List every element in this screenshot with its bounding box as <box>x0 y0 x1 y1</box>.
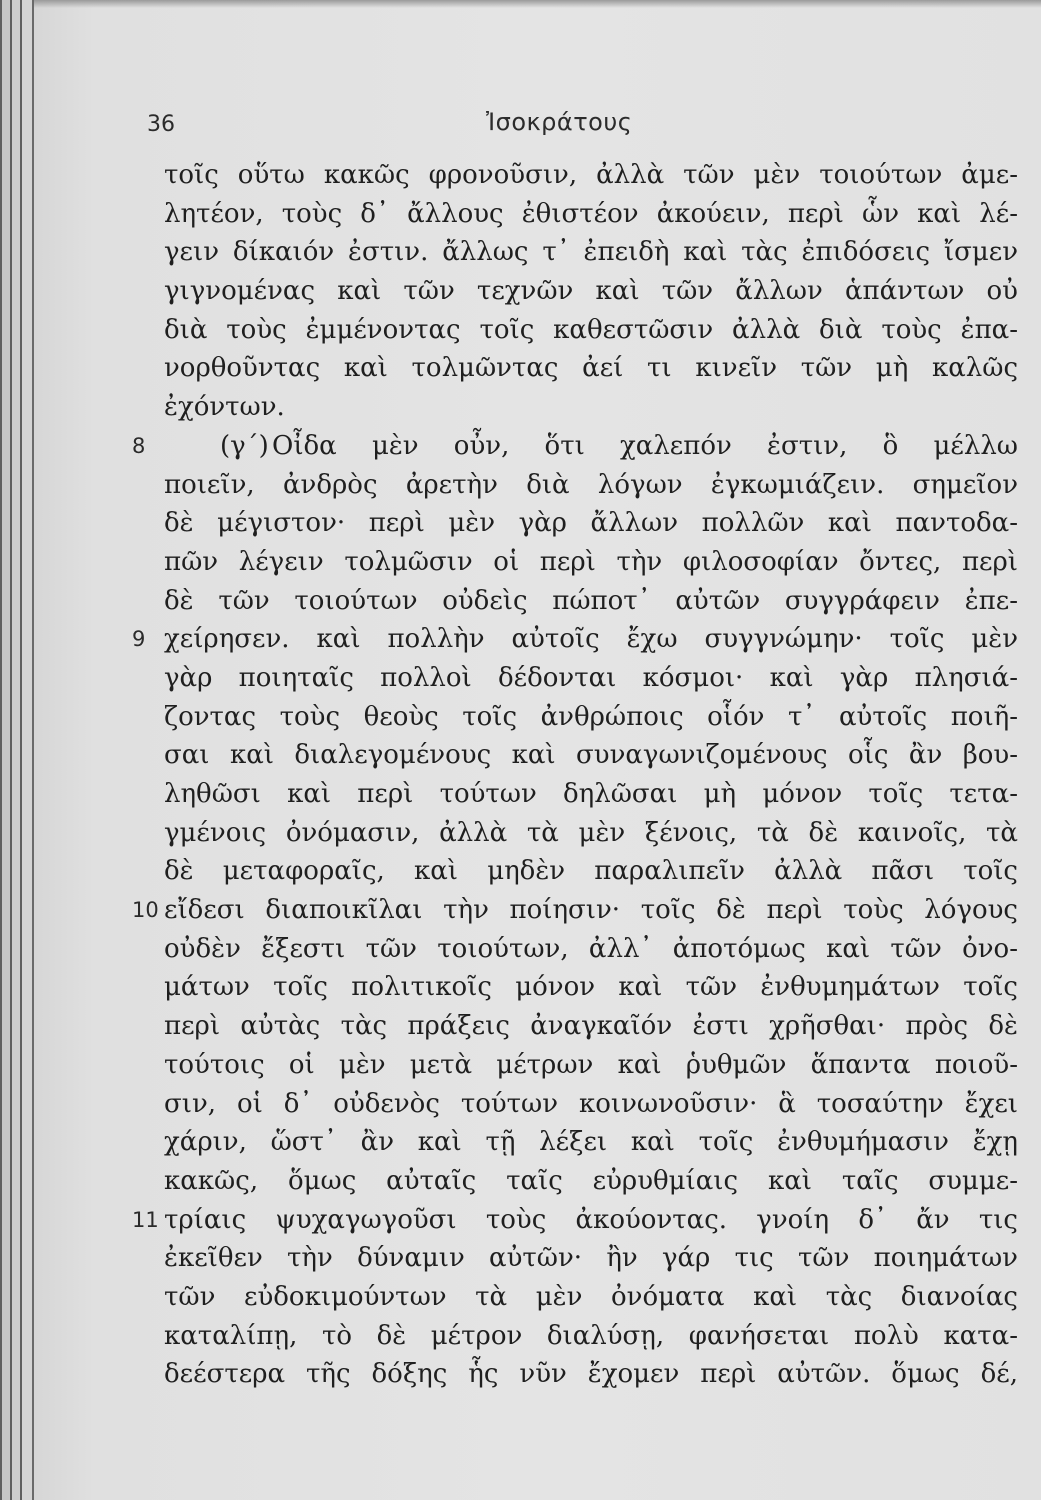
text-line <box>34 736 1041 775</box>
text-line <box>34 582 1041 621</box>
line-text: λητέον, τοὺς δ᾽ ἄλλους ἐθιστέον ἀκούειν, περὶ ὧν καὶ λέ- <box>164 198 1018 229</box>
text-line <box>34 1239 1041 1278</box>
text-line <box>34 1162 1041 1201</box>
line-text: σιν, οἱ δ᾽ οὐδενὸς τούτων κοινωνοῦσιν· ἃ τοσαύτην ἔχει <box>164 1088 1018 1119</box>
line-text: κακῶς, ὅμως αὐταῖς ταῖς εὐρυθμίαις καὶ ταῖς συμμε- <box>164 1165 1018 1196</box>
text-line <box>34 1355 1041 1394</box>
text-line <box>34 156 1041 195</box>
line-text: οὐδὲν ἔξεστι τῶν τοιούτων, ἀλλ᾽ ἀποτόμως καὶ τῶν ὀνο- <box>164 933 1018 964</box>
text-line <box>34 930 1041 969</box>
text-line <box>34 620 1041 659</box>
text-line <box>34 968 1041 1007</box>
line-text: δὲ μεταφοραῖς, καὶ μηδὲν παραλιπεῖν ἀλλὰ πᾶσι τοῖς <box>164 856 1018 887</box>
text-line <box>34 1085 1041 1124</box>
text-line <box>34 504 1041 543</box>
text-line <box>34 1201 1041 1240</box>
line-text: εἴδεσι διαποικῖλαι τὴν ποίησιν· τοῖς δὲ περὶ τοὺς λόγους <box>164 895 1018 926</box>
text-line <box>34 311 1041 350</box>
text-line <box>34 466 1041 505</box>
line-text: σαι καὶ διαλεγομένους καὶ συναγωνιζομένους οἷς ἂν βου- <box>164 740 1018 771</box>
text-line <box>34 698 1041 737</box>
section-number: 8 <box>132 433 146 458</box>
line-text: πῶν λέγειν τολμῶσιν οἱ περὶ τὴν φιλοσοφίαν ὄντες, περὶ <box>164 546 1018 577</box>
text-line <box>34 1123 1041 1162</box>
text-line <box>34 659 1041 698</box>
line-text: χείρησεν. καὶ πολλὴν αὐτοῖς ἔχω συγγνώμην· τοῖς μὲν <box>164 624 1018 655</box>
text-line <box>34 1317 1041 1356</box>
line-text: ἐκεῖθεν τὴν δύναμιν αὐτῶν· ἢν γάρ τις τῶν ποιημάτων <box>164 1243 1018 1274</box>
text-line <box>34 233 1041 272</box>
line-text: τούτοις οἱ μὲν μετὰ μέτρων καὶ ῥυθμῶν ἅπαντα ποιοῦ- <box>164 1049 1018 1080</box>
line-text: Οἶδα μὲν οὖν, ὅτι χαλεπόν ἐστιν, ὃ μέλλω <box>272 430 1018 461</box>
text-line <box>34 852 1041 891</box>
body-text <box>34 156 1041 1394</box>
text-line <box>34 349 1041 388</box>
text-line <box>34 891 1041 930</box>
text-line <box>34 775 1041 814</box>
line-text: περὶ αὐτὰς τὰς πράξεις ἀναγκαῖόν ἐστι χρῆσθαι· πρὸς δὲ <box>164 1011 1018 1042</box>
running-title: Ἰσοκράτους <box>486 108 633 136</box>
section-number: 10 <box>132 898 159 923</box>
line-text: δὲ τῶν τοιούτων οὐδεὶς πώποτ᾽ αὐτῶν συγγράφειν ἐπε- <box>164 585 1018 616</box>
text-line <box>34 543 1041 582</box>
line-text: χάριν, ὥστ᾽ ἂν καὶ τῇ λέξει καὶ τοῖς ἐνθυμήμασιν ἔχῃ <box>164 1127 1018 1158</box>
line-text: γμένοις ὀνόμασιν, ἀλλὰ τὰ μὲν ξένοις, τὰ δὲ καινοῖς, τὰ <box>164 817 1018 848</box>
line-text: γὰρ ποιηταῖς πολλοὶ δέδονται κόσμοι· καὶ γὰρ πλησιά- <box>164 662 1018 693</box>
line-text: τοῖς οὕτω κακῶς φρονοῦσιν, ἀλλὰ τῶν μὲν τοιούτων ἀμε- <box>164 160 1018 190</box>
text-line <box>34 814 1041 853</box>
page-header <box>34 108 1041 144</box>
line-text: διὰ τοὺς ἐμμένοντας τοῖς καθεστῶσιν ἀλλὰ διὰ τοὺς ἐπα- <box>164 314 1018 345</box>
section-number: 9 <box>132 627 146 652</box>
line-text: ποιεῖν, ἀνδρὸς ἀρετὴν διὰ λόγων ἐγκωμιάζειν. σημεῖον <box>164 469 1018 500</box>
line-text: δὲ μέγιστον· περὶ μὲν γὰρ ἄλλων πολλῶν καὶ παντοδα- <box>164 508 1018 539</box>
line-text: καταλίπῃ, τὸ δὲ μέτρον διαλύσῃ, φανήσεται πολὺ κατα- <box>164 1320 1018 1351</box>
text-line <box>34 388 1041 427</box>
line-text: ζοντας τοὺς θεοὺς τοῖς ἀνθρώποις οἷόν τ᾽ αὐτοῖς ποιῆ- <box>164 701 1018 732</box>
line-text: νορθοῦντας καὶ τολμῶντας ἀεί τι κινεῖν τῶν μὴ καλῶς <box>164 353 1018 384</box>
text-line <box>34 1278 1041 1317</box>
section-number: 11 <box>132 1207 159 1232</box>
text-line <box>34 195 1041 234</box>
line-text: τρίαις ψυχαγωγοῦσι τοὺς ἀκούοντας. γνοίη δ᾽ ἄν τις <box>164 1204 1018 1235</box>
line-text: ἐχόντων. <box>164 392 285 423</box>
line-text: ληθῶσι καὶ περὶ τούτων δηλῶσαι μὴ μόνον τοῖς τετα- <box>164 779 1018 809</box>
section-marker: (γ΄) <box>220 430 269 461</box>
line-text: δεέστερα τῆς δόξης ἧς νῦν ἔχομεν περὶ αὐτῶν. ὅμως δέ, <box>164 1359 1018 1390</box>
book-page <box>32 0 1041 1500</box>
page-number: 36 <box>147 112 175 137</box>
text-line <box>34 1046 1041 1085</box>
line-text: γιγνομένας καὶ τῶν τεχνῶν καὶ τῶν ἄλλων ἁπάντων οὐ <box>164 276 1018 307</box>
page-top-shadow <box>34 0 1041 8</box>
line-text: μάτων τοῖς πολιτικοῖς μόνον καὶ τῶν ἐνθυμημάτων τοῖς <box>164 972 1018 1003</box>
text-line <box>34 427 1041 466</box>
line-text: γειν δίκαιόν ἐστιν. ἄλλως τ᾽ ἐπειδὴ καὶ τὰς ἐπιδόσεις ἴσμεν <box>164 237 1018 268</box>
line-text: τῶν εὐδοκιμούντων τὰ μὲν ὀνόματα καὶ τὰς διανοίας <box>164 1281 1018 1312</box>
text-line <box>34 272 1041 311</box>
text-line <box>34 1007 1041 1046</box>
